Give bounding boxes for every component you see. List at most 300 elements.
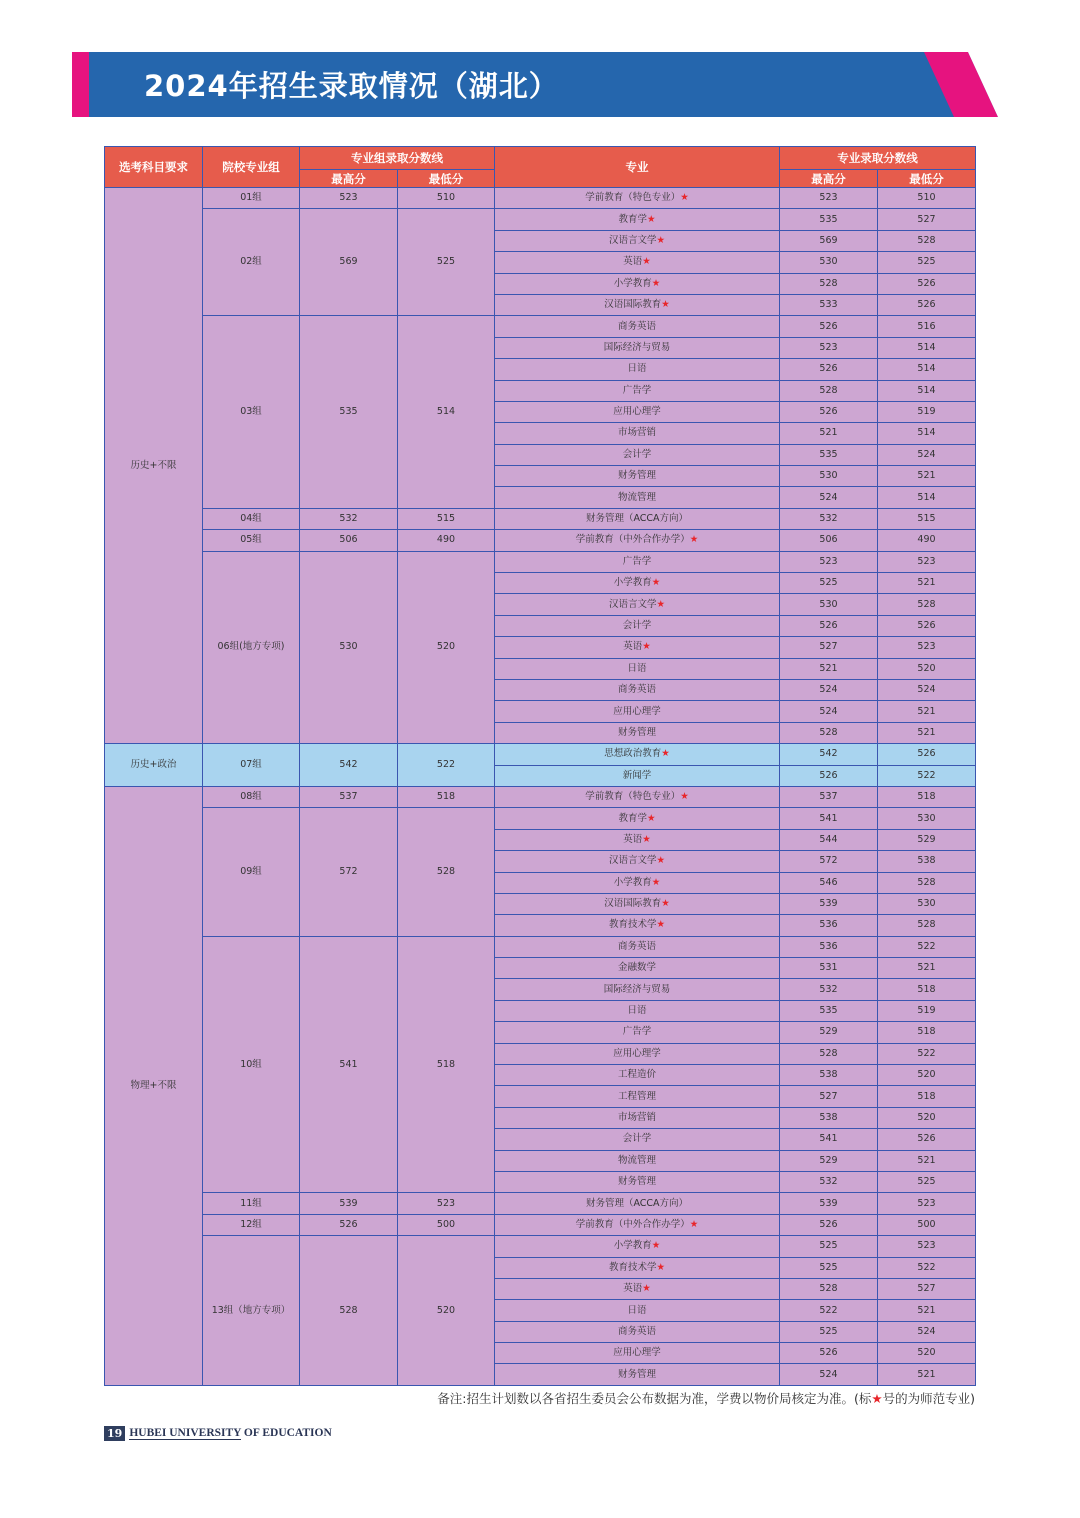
major-max-score-cell: 530 bbox=[780, 594, 878, 615]
major-name: 教育技术学 bbox=[608, 1261, 657, 1273]
group-name-cell: 02组 bbox=[203, 209, 300, 316]
major-name: 新闻学 bbox=[622, 769, 652, 781]
major-max-score-cell: 525 bbox=[780, 573, 878, 594]
normal-major-star-icon: ★ bbox=[661, 299, 670, 311]
normal-major-star-icon: ★ bbox=[689, 1218, 699, 1230]
major-min-score-cell: 523 bbox=[878, 637, 976, 658]
major-name: 教育学 bbox=[618, 213, 647, 225]
table-row bbox=[105, 808, 976, 829]
header-major-min: 最低分 bbox=[878, 170, 976, 188]
major-cell bbox=[495, 1065, 780, 1086]
major-min-score-cell: 523 bbox=[878, 1236, 976, 1257]
major-name: 汉语国际教育 bbox=[604, 299, 662, 311]
group-name-cell: 09组 bbox=[203, 808, 300, 936]
major-max-score-cell: 527 bbox=[780, 1086, 878, 1107]
normal-major-star-icon: ★ bbox=[689, 534, 699, 546]
major-name: 商务英语 bbox=[617, 940, 656, 952]
major-cell bbox=[495, 1107, 780, 1128]
major-cell bbox=[495, 252, 780, 273]
major-min-score-cell: 521 bbox=[878, 1150, 976, 1171]
major-min-score-cell: 526 bbox=[878, 294, 976, 315]
major-name: 商务英语 bbox=[617, 684, 656, 696]
group-name-cell: 10组 bbox=[203, 936, 300, 1193]
major-cell bbox=[495, 594, 780, 615]
major-max-score-cell: 527 bbox=[780, 637, 878, 658]
major-cell bbox=[495, 530, 780, 551]
major-max-score-cell: 528 bbox=[780, 1043, 878, 1064]
normal-major-star-icon: ★ bbox=[651, 1240, 661, 1252]
major-min-score-cell: 529 bbox=[878, 829, 976, 850]
major-name: 国际经济与贸易 bbox=[603, 341, 671, 353]
major-cell bbox=[495, 230, 780, 251]
group-max-score-cell: 539 bbox=[300, 1193, 398, 1214]
major-min-score-cell: 527 bbox=[878, 209, 976, 230]
major-name: 小学教育 bbox=[613, 1240, 652, 1252]
page-footer bbox=[104, 1423, 332, 1443]
major-cell bbox=[495, 637, 780, 658]
major-max-score-cell: 524 bbox=[780, 487, 878, 508]
footnote-text-after: 号的为师范专业) bbox=[882, 1391, 975, 1406]
major-min-score-cell: 528 bbox=[878, 230, 976, 251]
major-cell bbox=[495, 1171, 780, 1192]
major-max-score-cell: 523 bbox=[780, 551, 878, 572]
major-name: 学前教育（特色专业） bbox=[585, 192, 681, 204]
major-min-score-cell: 520 bbox=[878, 658, 976, 679]
group-min-score-cell: 525 bbox=[398, 209, 495, 316]
major-name: 应用心理学 bbox=[613, 1347, 661, 1359]
major-min-score-cell: 527 bbox=[878, 1278, 976, 1299]
major-min-score-cell: 523 bbox=[878, 1193, 976, 1214]
major-max-score-cell: 533 bbox=[780, 294, 878, 315]
major-max-score-cell: 528 bbox=[780, 273, 878, 294]
header-group-max: 最高分 bbox=[300, 170, 398, 188]
major-name: 教育技术学 bbox=[608, 919, 657, 931]
header-group-score: 专业组录取分数线 bbox=[300, 147, 495, 170]
group-max-score-cell: 569 bbox=[300, 209, 398, 316]
major-cell bbox=[495, 508, 780, 529]
group-max-score-cell: 542 bbox=[300, 744, 398, 787]
major-name: 会计学 bbox=[622, 448, 652, 460]
table-row bbox=[105, 209, 976, 230]
major-name: 学前教育（中外合作办学） bbox=[575, 1218, 690, 1230]
major-max-score-cell: 538 bbox=[780, 1065, 878, 1086]
major-min-score-cell: 514 bbox=[878, 359, 976, 380]
major-name: 财务管理 bbox=[617, 1176, 656, 1188]
normal-major-star-icon: ★ bbox=[661, 748, 670, 760]
major-min-score-cell: 526 bbox=[878, 1129, 976, 1150]
group-name-cell: 08组 bbox=[203, 786, 300, 807]
major-cell bbox=[495, 423, 780, 444]
major-name: 工程造价 bbox=[617, 1069, 656, 1081]
major-max-score-cell: 535 bbox=[780, 1000, 878, 1021]
major-cell bbox=[495, 1150, 780, 1171]
major-max-score-cell: 506 bbox=[780, 530, 878, 551]
major-max-score-cell: 572 bbox=[780, 851, 878, 872]
major-max-score-cell: 523 bbox=[780, 188, 878, 209]
group-min-score-cell: 514 bbox=[398, 316, 495, 509]
group-min-score-cell: 490 bbox=[398, 530, 495, 551]
normal-major-star-icon: ★ bbox=[642, 256, 651, 268]
major-min-score-cell: 530 bbox=[878, 893, 976, 914]
header-group-min: 最低分 bbox=[398, 170, 495, 188]
major-min-score-cell: 524 bbox=[878, 444, 976, 465]
major-max-score-cell: 542 bbox=[780, 744, 878, 765]
major-min-score-cell: 525 bbox=[878, 252, 976, 273]
major-name: 工程管理 bbox=[617, 1090, 656, 1102]
major-cell bbox=[495, 701, 780, 722]
major-cell bbox=[495, 444, 780, 465]
major-name: 应用心理学 bbox=[613, 406, 661, 418]
major-cell bbox=[495, 188, 780, 209]
table-row bbox=[105, 1214, 976, 1235]
major-cell bbox=[495, 337, 780, 358]
major-max-score-cell: 544 bbox=[780, 829, 878, 850]
normal-major-star-icon: ★ bbox=[651, 277, 661, 289]
major-min-score-cell: 520 bbox=[878, 1065, 976, 1086]
major-max-score-cell: 523 bbox=[780, 337, 878, 358]
major-max-score-cell: 536 bbox=[780, 936, 878, 957]
group-max-score-cell: 530 bbox=[300, 551, 398, 744]
major-cell bbox=[495, 1321, 780, 1342]
major-max-score-cell: 535 bbox=[780, 444, 878, 465]
major-max-score-cell: 521 bbox=[780, 423, 878, 444]
major-max-score-cell: 524 bbox=[780, 1364, 878, 1385]
major-min-score-cell: 526 bbox=[878, 273, 976, 294]
table-header bbox=[105, 147, 976, 188]
major-min-score-cell: 526 bbox=[878, 615, 976, 636]
major-min-score-cell: 521 bbox=[878, 722, 976, 743]
major-cell bbox=[495, 1086, 780, 1107]
major-cell bbox=[495, 1236, 780, 1257]
major-name: 小学教育 bbox=[613, 876, 652, 888]
group-min-score-cell: 522 bbox=[398, 744, 495, 787]
major-max-score-cell: 524 bbox=[780, 679, 878, 700]
major-min-score-cell: 516 bbox=[878, 316, 976, 337]
major-name: 财务管理（ACCA方向） bbox=[585, 1197, 689, 1209]
major-min-score-cell: 514 bbox=[878, 423, 976, 444]
major-name: 广告学 bbox=[622, 1026, 652, 1038]
table-row bbox=[105, 188, 976, 209]
group-min-score-cell: 518 bbox=[398, 786, 495, 807]
major-name: 小学教育 bbox=[613, 277, 652, 289]
major-cell bbox=[495, 1000, 780, 1021]
major-name: 日语 bbox=[627, 662, 647, 674]
major-name: 汉语国际教育 bbox=[604, 898, 662, 910]
table-row bbox=[105, 1193, 976, 1214]
major-min-score-cell: 521 bbox=[878, 573, 976, 594]
major-max-score-cell: 539 bbox=[780, 893, 878, 914]
header-major-score: 专业录取分数线 bbox=[780, 147, 976, 170]
group-max-score-cell: 541 bbox=[300, 936, 398, 1193]
major-max-score-cell: 529 bbox=[780, 1022, 878, 1043]
major-max-score-cell: 538 bbox=[780, 1107, 878, 1128]
major-name: 汉语言文学 bbox=[608, 598, 657, 610]
group-name-cell: 07组 bbox=[203, 744, 300, 787]
major-cell bbox=[495, 893, 780, 914]
major-name: 思想政治教育 bbox=[604, 748, 662, 760]
group-min-score-cell: 515 bbox=[398, 508, 495, 529]
major-min-score-cell: 522 bbox=[878, 1257, 976, 1278]
footnote-star-icon: ★ bbox=[871, 1391, 883, 1406]
normal-major-star-icon: ★ bbox=[651, 577, 661, 589]
major-name: 教育学 bbox=[618, 812, 647, 824]
major-min-score-cell: 518 bbox=[878, 979, 976, 1000]
table-body bbox=[105, 188, 976, 1386]
major-name: 英语 bbox=[623, 641, 643, 653]
major-min-score-cell: 518 bbox=[878, 786, 976, 807]
major-min-score-cell: 515 bbox=[878, 508, 976, 529]
major-cell bbox=[495, 872, 780, 893]
major-cell bbox=[495, 1364, 780, 1385]
major-max-score-cell: 541 bbox=[780, 1129, 878, 1150]
major-max-score-cell: 530 bbox=[780, 252, 878, 273]
major-cell bbox=[495, 401, 780, 422]
major-min-score-cell: 524 bbox=[878, 1321, 976, 1342]
group-name-cell: 01组 bbox=[203, 188, 300, 209]
major-min-score-cell: 500 bbox=[878, 1214, 976, 1235]
major-max-score-cell: 537 bbox=[780, 786, 878, 807]
major-max-score-cell: 525 bbox=[780, 1257, 878, 1278]
major-min-score-cell: 538 bbox=[878, 851, 976, 872]
major-name: 应用心理学 bbox=[613, 705, 661, 717]
major-cell bbox=[495, 722, 780, 743]
major-min-score-cell: 520 bbox=[878, 1107, 976, 1128]
major-min-score-cell: 490 bbox=[878, 530, 976, 551]
major-cell bbox=[495, 380, 780, 401]
normal-major-star-icon: ★ bbox=[642, 1283, 651, 1295]
major-cell bbox=[495, 466, 780, 487]
major-max-score-cell: 530 bbox=[780, 466, 878, 487]
group-name-cell: 12组 bbox=[203, 1214, 300, 1235]
table-row bbox=[105, 786, 976, 807]
major-name: 学前教育（特色专业） bbox=[585, 791, 681, 803]
major-name: 日语 bbox=[627, 363, 647, 375]
table-row bbox=[105, 530, 976, 551]
major-name: 金融数学 bbox=[617, 962, 656, 974]
major-min-score-cell: 520 bbox=[878, 1343, 976, 1364]
major-name: 财务管理 bbox=[617, 1368, 656, 1380]
major-name: 应用心理学 bbox=[613, 1047, 661, 1059]
major-max-score-cell: 524 bbox=[780, 701, 878, 722]
table-row bbox=[105, 551, 976, 572]
major-min-score-cell: 524 bbox=[878, 679, 976, 700]
group-max-score-cell: 528 bbox=[300, 1236, 398, 1386]
major-min-score-cell: 518 bbox=[878, 1022, 976, 1043]
normal-major-star-icon: ★ bbox=[656, 1261, 666, 1273]
major-min-score-cell: 521 bbox=[878, 958, 976, 979]
major-name: 广告学 bbox=[622, 384, 652, 396]
university-name-rest: OF EDUCATION bbox=[241, 1427, 332, 1439]
major-cell bbox=[495, 273, 780, 294]
major-max-score-cell: 541 bbox=[780, 808, 878, 829]
group-max-score-cell: 526 bbox=[300, 1214, 398, 1235]
major-name: 英语 bbox=[623, 1283, 643, 1295]
major-cell bbox=[495, 1129, 780, 1150]
major-max-score-cell: 526 bbox=[780, 401, 878, 422]
major-min-score-cell: 522 bbox=[878, 1043, 976, 1064]
table-row bbox=[105, 936, 976, 957]
group-min-score-cell: 528 bbox=[398, 808, 495, 936]
group-name-cell: 05组 bbox=[203, 530, 300, 551]
major-min-score-cell: 525 bbox=[878, 1171, 976, 1192]
subject-requirement-cell: 历史+政治 bbox=[105, 744, 203, 787]
major-cell bbox=[495, 1193, 780, 1214]
footnote bbox=[437, 1389, 975, 1407]
major-max-score-cell: 528 bbox=[780, 722, 878, 743]
major-cell bbox=[495, 958, 780, 979]
major-max-score-cell: 528 bbox=[780, 380, 878, 401]
major-name: 商务英语 bbox=[617, 1325, 656, 1337]
group-min-score-cell: 518 bbox=[398, 936, 495, 1193]
major-cell bbox=[495, 851, 780, 872]
major-max-score-cell: 532 bbox=[780, 1171, 878, 1192]
major-min-score-cell: 519 bbox=[878, 1000, 976, 1021]
major-max-score-cell: 532 bbox=[780, 508, 878, 529]
major-max-score-cell: 526 bbox=[780, 765, 878, 786]
major-min-score-cell: 510 bbox=[878, 188, 976, 209]
major-min-score-cell: 526 bbox=[878, 744, 976, 765]
page-number: 19 bbox=[104, 1426, 125, 1441]
major-name: 物流管理 bbox=[617, 1154, 656, 1166]
table-row bbox=[105, 316, 976, 337]
major-min-score-cell: 522 bbox=[878, 936, 976, 957]
header-group: 院校专业组 bbox=[203, 147, 300, 188]
table-row bbox=[105, 508, 976, 529]
group-name-cell: 11组 bbox=[203, 1193, 300, 1214]
major-name: 财务管理 bbox=[617, 726, 656, 738]
group-name-cell: 04组 bbox=[203, 508, 300, 529]
major-name: 市场营销 bbox=[617, 427, 656, 439]
major-max-score-cell: 536 bbox=[780, 915, 878, 936]
major-cell bbox=[495, 1257, 780, 1278]
major-cell bbox=[495, 915, 780, 936]
group-min-score-cell: 523 bbox=[398, 1193, 495, 1214]
major-cell bbox=[495, 1214, 780, 1235]
major-min-score-cell: 518 bbox=[878, 1086, 976, 1107]
major-max-score-cell: 521 bbox=[780, 658, 878, 679]
major-cell bbox=[495, 1022, 780, 1043]
page-title: 2024年招生录取情况（湖北） bbox=[144, 69, 559, 103]
major-cell bbox=[495, 829, 780, 850]
major-name: 物流管理 bbox=[617, 491, 656, 503]
major-name: 学前教育（中外合作办学） bbox=[575, 534, 690, 546]
major-name: 日语 bbox=[627, 1005, 647, 1017]
group-min-score-cell: 520 bbox=[398, 551, 495, 744]
normal-major-star-icon: ★ bbox=[680, 791, 689, 803]
major-cell bbox=[495, 979, 780, 1000]
major-cell bbox=[495, 294, 780, 315]
subject-requirement-cell: 历史+不限 bbox=[105, 188, 203, 744]
major-cell bbox=[495, 1278, 780, 1299]
group-max-score-cell: 537 bbox=[300, 786, 398, 807]
major-max-score-cell: 546 bbox=[780, 872, 878, 893]
group-name-cell: 03组 bbox=[203, 316, 300, 509]
major-name: 商务英语 bbox=[617, 320, 656, 332]
table-row bbox=[105, 1236, 976, 1257]
major-max-score-cell: 532 bbox=[780, 979, 878, 1000]
major-max-score-cell: 525 bbox=[780, 1236, 878, 1257]
major-min-score-cell: 530 bbox=[878, 808, 976, 829]
major-name: 汉语言文学 bbox=[608, 855, 657, 867]
major-name: 财务管理 bbox=[617, 470, 656, 482]
header-major: 专业 bbox=[495, 147, 780, 188]
major-min-score-cell: 521 bbox=[878, 1364, 976, 1385]
major-cell bbox=[495, 316, 780, 337]
normal-major-star-icon: ★ bbox=[646, 812, 656, 824]
major-name: 会计学 bbox=[622, 620, 652, 631]
group-name-cell: 06组(地方专项) bbox=[203, 551, 300, 744]
major-max-score-cell: 528 bbox=[780, 1278, 878, 1299]
normal-major-star-icon: ★ bbox=[656, 234, 666, 246]
normal-major-star-icon: ★ bbox=[680, 192, 689, 204]
header-subject: 选考科目要求 bbox=[105, 147, 203, 188]
major-cell bbox=[495, 786, 780, 807]
major-max-score-cell: 526 bbox=[780, 615, 878, 636]
major-name: 汉语言文学 bbox=[608, 234, 657, 246]
major-max-score-cell: 522 bbox=[780, 1300, 878, 1321]
major-max-score-cell: 526 bbox=[780, 1343, 878, 1364]
normal-major-star-icon: ★ bbox=[646, 213, 656, 225]
major-min-score-cell: 521 bbox=[878, 466, 976, 487]
normal-major-star-icon: ★ bbox=[642, 833, 651, 845]
title-banner bbox=[72, 52, 998, 117]
major-max-score-cell: 569 bbox=[780, 230, 878, 251]
major-min-score-cell: 521 bbox=[878, 701, 976, 722]
normal-major-star-icon: ★ bbox=[642, 641, 651, 653]
group-max-score-cell: 572 bbox=[300, 808, 398, 936]
normal-major-star-icon: ★ bbox=[656, 855, 666, 867]
major-cell bbox=[495, 551, 780, 572]
major-name: 市场营销 bbox=[617, 1111, 656, 1123]
major-cell bbox=[495, 765, 780, 786]
major-cell bbox=[495, 744, 780, 765]
major-cell bbox=[495, 1043, 780, 1064]
major-min-score-cell: 528 bbox=[878, 915, 976, 936]
major-max-score-cell: 539 bbox=[780, 1193, 878, 1214]
major-cell bbox=[495, 615, 780, 636]
normal-major-star-icon: ★ bbox=[661, 898, 670, 910]
header-major-max: 最高分 bbox=[780, 170, 878, 188]
subject-requirement-cell: 物理+不限 bbox=[105, 786, 203, 1385]
major-max-score-cell: 529 bbox=[780, 1150, 878, 1171]
major-min-score-cell: 521 bbox=[878, 1300, 976, 1321]
major-name: 财务管理（ACCA方向） bbox=[585, 513, 689, 525]
group-min-score-cell: 520 bbox=[398, 1236, 495, 1386]
major-max-score-cell: 526 bbox=[780, 1214, 878, 1235]
major-cell bbox=[495, 936, 780, 957]
group-min-score-cell: 510 bbox=[398, 188, 495, 209]
major-cell bbox=[495, 487, 780, 508]
admission-table bbox=[104, 146, 976, 1386]
major-min-score-cell: 514 bbox=[878, 487, 976, 508]
group-max-score-cell: 523 bbox=[300, 188, 398, 209]
major-max-score-cell: 525 bbox=[780, 1321, 878, 1342]
group-max-score-cell: 532 bbox=[300, 508, 398, 529]
normal-major-star-icon: ★ bbox=[656, 598, 666, 610]
major-cell bbox=[495, 658, 780, 679]
major-cell bbox=[495, 1300, 780, 1321]
major-name: 国际经济与贸易 bbox=[603, 983, 671, 995]
group-min-score-cell: 500 bbox=[398, 1214, 495, 1235]
major-name: 广告学 bbox=[622, 555, 652, 567]
major-name: 小学教育 bbox=[613, 577, 652, 589]
major-cell bbox=[495, 573, 780, 594]
major-name: 会计学 bbox=[622, 1133, 652, 1145]
major-max-score-cell: 526 bbox=[780, 316, 878, 337]
major-max-score-cell: 535 bbox=[780, 209, 878, 230]
major-min-score-cell: 519 bbox=[878, 401, 976, 422]
major-min-score-cell: 514 bbox=[878, 380, 976, 401]
